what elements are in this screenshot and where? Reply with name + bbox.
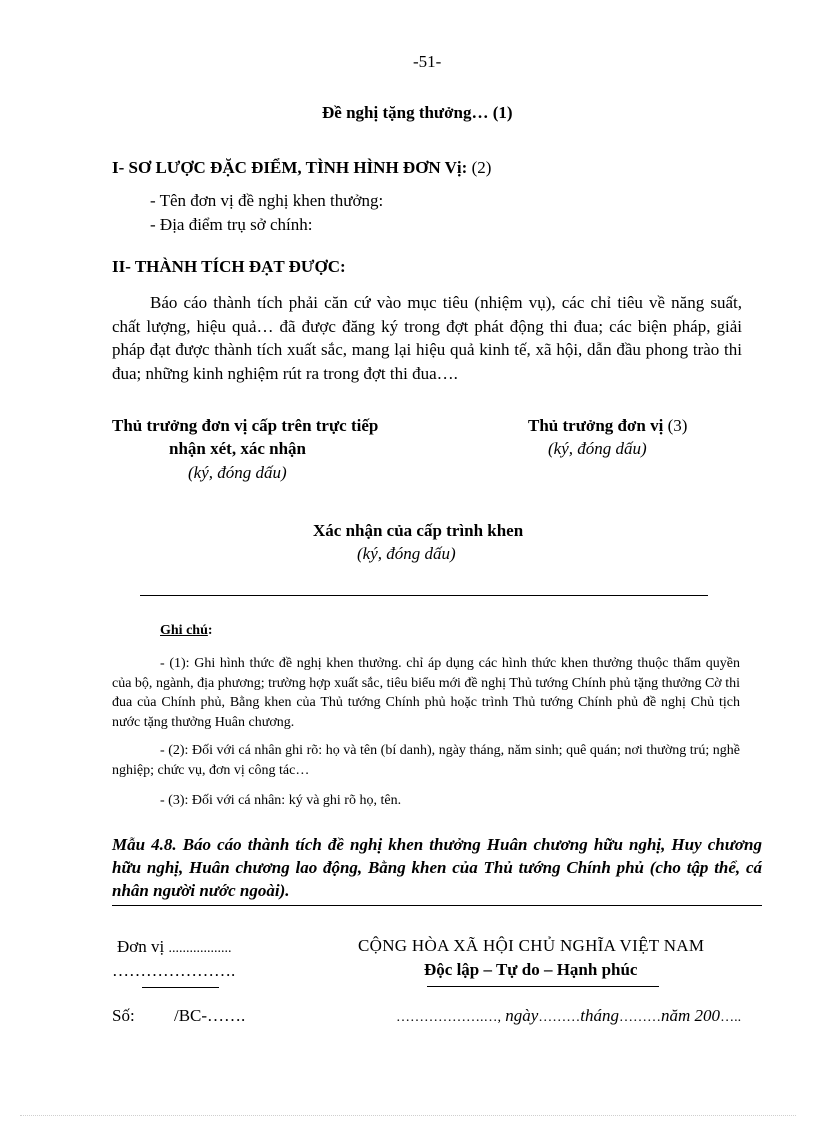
form-4-8-title: Mẫu 4.8. Báo cáo thành tích đề nghị khen thưởng Huân chương hữu nghị, Huy chương hữu nghị, Huân chương lao động, Bằng khen của Thủ tướng Chính phủ (cho tập thể, cá nhân người nước ngoài). [112,835,762,900]
sign-right-title [528,416,687,436]
page-bottom-border [20,1115,796,1116]
unit-line2: …………………. [112,961,236,980]
section1-item-unit-name: - Tên đơn vị đề nghị khen thưởng: [150,191,384,210]
sign-left-line2: nhận xét, xác nhận [169,439,306,458]
year-label: năm 200 [661,1006,721,1025]
unit-field [117,937,232,957]
sign-right-note: (3) [667,416,688,435]
form-4-8-title-rule [112,905,762,906]
notes-label [160,623,213,639]
section2-heading: II- THÀNH TÍCH ĐẠT ĐƯỢC: [112,257,346,276]
month-dots: ……… [619,1010,662,1025]
year-dots: ….. [720,1010,742,1025]
day-dots: ……… [538,1010,581,1025]
unit-label: Đơn vị [117,937,165,956]
sign-right-title-text: Thủ trưởng đơn vị [528,416,664,435]
unit-underline [142,987,219,988]
report-number-suffix: /BC-……. [174,1006,246,1025]
sign-center-title: Xác nhận của cấp trình khen [313,521,524,540]
sign-center-instruction: (ký, đóng dấu) [357,544,456,563]
country-name: CỘNG HÒA XÃ HỘI CHỦ NGHĨA VIỆT NAM [358,936,705,955]
place-dots: ……………….…, [396,1010,501,1025]
motto: Độc lập – Tự do – Hạnh phúc [424,960,638,979]
sign-left-line1: Thủ trưởng đơn vị cấp trên trực tiếp [112,416,379,435]
motto-underline [427,986,659,987]
sign-left-instruction: (ký, đóng dấu) [188,463,287,482]
section1-heading-note: (2) [471,158,492,177]
sign-right-instruction: (ký, đóng dấu) [548,439,647,458]
divider-line [140,595,708,596]
note-2: - (2): Đối với cá nhân ghi rõ: họ và tên (bí danh), ngày tháng, năm sinh; quê quán; nơi thường trú; nghề nghiệp; chức vụ, đơn vị công tác… [112,743,740,778]
section1-heading-text: I- SƠ LƯỢC ĐẶC ĐIỂM, TÌNH HÌNH ĐƠN Vị: [112,158,468,177]
section2-body: Báo cáo thành tích phải căn cứ vào mục tiêu (nhiệm vụ), các chỉ tiêu về năng suất, chất lượng, hiệu quả… đã được đăng ký trong đợt phát động thi đua; các biện pháp, giải pháp đạt được thành tích xuất sắc, mang lại hiệu quả kinh tế, xã hội, dẫn đầu phong trào thi đua; những kinh nghiệm rút ra trong đợt thi đua…. [112,293,742,383]
section1-heading [112,158,491,178]
note-3: - (3): Đối với cá nhân: ký và ghi rõ họ, tên. [160,793,402,808]
notes-label-text: Ghi chú [160,623,208,638]
form-title-text: Đề nghị tặng thưởng… (1) [322,103,513,122]
unit-dots: .................. [168,941,232,956]
form-title [322,103,513,123]
day-label: ngày [501,1006,539,1025]
section1-item-address: - Địa điểm trụ sở chính: [150,215,313,234]
report-number-label: Số: [112,1006,135,1025]
date-line [396,1006,741,1026]
notes-label-colon: : [207,623,213,638]
note-1: - (1): Ghi hình thức đề nghị khen thưởng. chỉ áp dụng các hình thức khen thưởng thuộc thẩm quyền của bộ, ngành, địa phương; trường hợp xuất sắc, tiêu biểu mới đề nghị Thủ tướng Chính phủ tặng thưởng Cờ thi đua của Chính phủ, Bằng khen của Thủ tướng Chính phủ hoặc trình Thủ tướng Chính phủ đề nghị Chủ tịch nước tặng thưởng Huân chương. [112,656,740,730]
page-number: -51- [413,52,442,71]
month-label: tháng [580,1006,620,1025]
